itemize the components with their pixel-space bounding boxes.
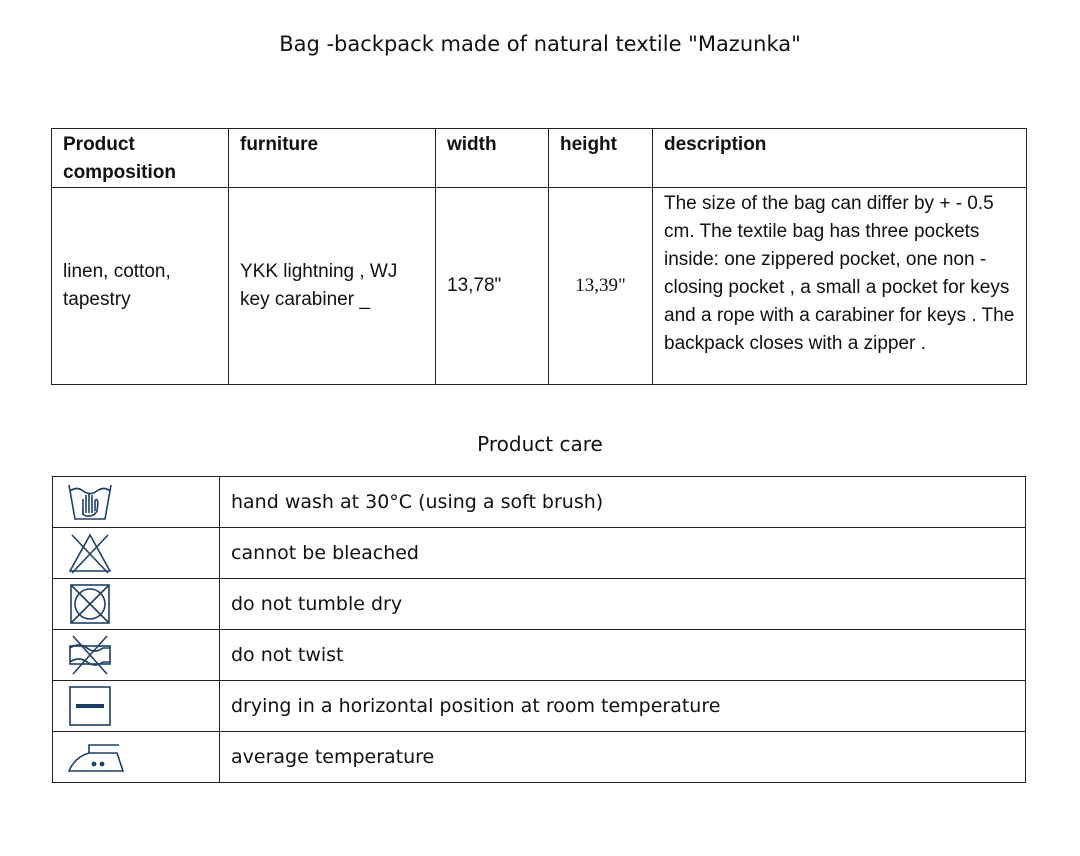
header-composition: Product composition	[52, 129, 229, 188]
care-table	[52, 476, 1026, 783]
hand-wash-icon	[67, 481, 219, 523]
care-text: do not twist	[220, 630, 1026, 681]
do-not-tumble-dry-icon	[67, 583, 219, 625]
care-row	[53, 477, 1026, 528]
care-row	[53, 528, 1026, 579]
dry-flat-icon	[67, 685, 219, 727]
cell-composition: linen, cotton, tapestry	[52, 188, 229, 385]
care-row	[53, 732, 1026, 783]
iron-medium-icon	[67, 739, 219, 775]
table-row	[52, 188, 1027, 385]
table-header-row	[52, 129, 1027, 188]
do-not-bleach-icon	[67, 532, 219, 574]
care-text: do not tumble dry	[220, 579, 1026, 630]
cell-width: 13,78"	[436, 188, 549, 385]
care-text: average temperature	[220, 732, 1026, 783]
cell-furniture: YKK lightning , WJ key carabiner _	[229, 188, 436, 385]
cell-height: 13,39"	[549, 188, 653, 385]
care-row	[53, 681, 1026, 732]
care-text: cannot be bleached	[220, 528, 1026, 579]
header-description: description	[653, 129, 1027, 188]
product-spec-table	[51, 128, 1027, 385]
header-width: width	[436, 129, 549, 188]
care-text: drying in a horizontal position at room temperature	[220, 681, 1026, 732]
header-height: height	[549, 129, 653, 188]
cell-description: The size of the bag can differ by + - 0.5 cm. The textile bag has three pockets inside: one zippered pocket, one non - closing pocket , a small a pocket for keys and a rope with a carabiner for keys . The backpack closes with a zipper .	[653, 188, 1027, 385]
do-not-wring-icon	[67, 634, 219, 676]
header-furniture: furniture	[229, 129, 436, 188]
care-row	[53, 630, 1026, 681]
care-section-title: Product care	[477, 432, 603, 456]
care-text: hand wash at 30°C (using a soft brush)	[220, 477, 1026, 528]
page-title: Bag -backpack made of natural textile "Mazunka"	[279, 32, 801, 56]
care-row	[53, 579, 1026, 630]
